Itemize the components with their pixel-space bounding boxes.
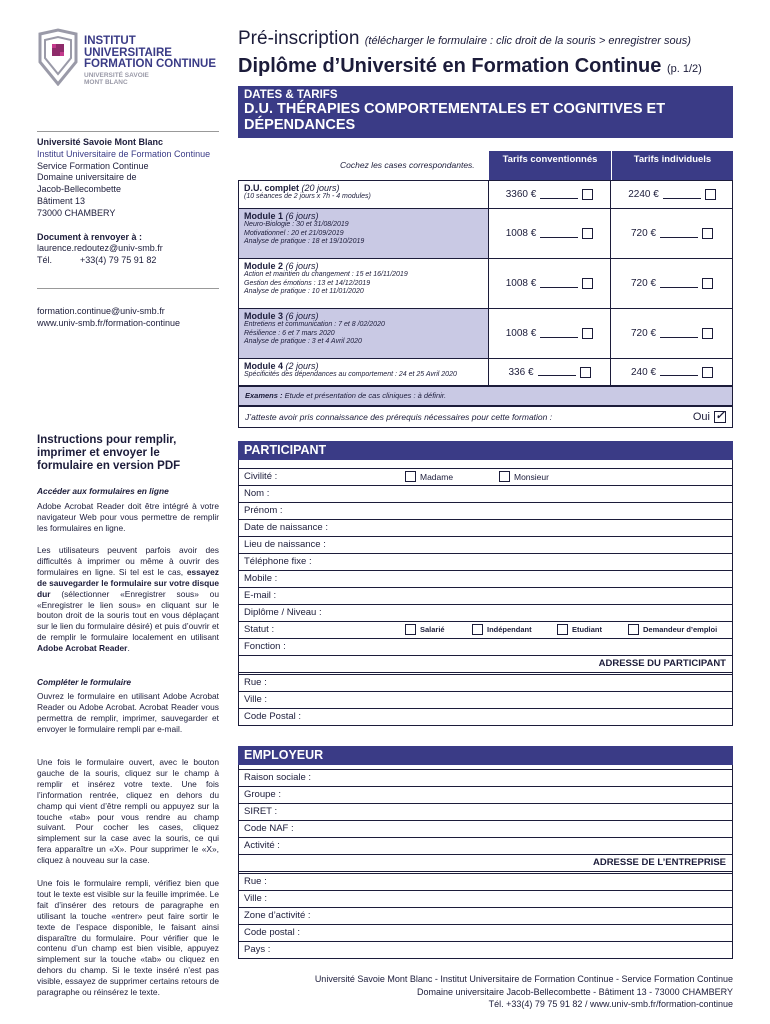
contact-email-2[interactable]: formation.continue@univ-smb.fr	[37, 306, 165, 316]
oui-label: Oui	[692, 411, 710, 423]
contact-phone: Tél. +33(4) 79 75 91 82	[37, 255, 157, 266]
instructions-paragraph: Les utilisateurs peuvent parfois avoir des difficultés à imprimer ou même à ouvrir des formulaires en ligne. Si tel est le cas, essayez de sauvegarder le formulaire sur votre disque dur (sélectionner «Enregistrer sous» ou «Enregistrer le lien sous» en cliquant sur le bouton droit de la souris tout en vous déplaçant sur le lien du formulaire désiré) et puis d’ouvrir et de remplir le formulaire localement en utilisant Adobe Acrobat Reader.	[37, 545, 219, 654]
col-header-individuels: Tarifs individuels	[611, 151, 733, 180]
tarif-row: Module 2 (6 jours) Action et maintien du changement : 15 et 16/11/2019 Gestion des émotions : 13 et 14/12/2019 Analyse de pratique : 10 et 11/01/2020 1008 € 720 €	[238, 259, 733, 309]
shield-logo-icon	[36, 28, 80, 86]
instructions-paragraph: Une fois le formulaire ouvert, avec le bouton gauche de la souris, cliquez sur le champ à remplir et insérez votre texte. Une fois l’information rentrée, cliquez en dehors du champ qui vient d’être rempli ou appuyez sur la touche «tab» pour vous rendre au champ suivant. Pour cocher les cases, cliquez simplement sur la case avec la souris, ce qui fera apparaître un «X». Pour supprimer le «X», cliquez à nouveau sur la case.	[37, 757, 219, 866]
checkbox-conv-module-4[interactable]	[580, 367, 591, 378]
exam-row: Examens : Etude et présentation de cas cliniques : à définir.	[238, 386, 733, 406]
fonction-field[interactable]: Fonction :	[238, 639, 733, 656]
participant-title: PARTICIPANT	[238, 441, 733, 460]
checkbox-conv-module-2[interactable]	[582, 278, 593, 289]
dates-tarifs-banner: DATES & TARIFS D.U. THÉRAPIES COMPORTEMENTALES ET COGNITIVES ET DÉPENDANCES	[238, 86, 733, 138]
participant-ville-field[interactable]: Ville :	[238, 692, 733, 709]
logo-wordmark: INSTITUT UNIVERSITAIRE FORMATION CONTINUE	[84, 35, 217, 70]
civilite-field[interactable]: Civilité : Madame Monsieur	[238, 469, 733, 486]
instructions-paragraph: Ouvrez le formulaire en utilisant Adobe Acrobat Reader ou Adobe Acrobat. Acrobat Reader vous permettra de remplir, imprimer, sauvegarder et envoyer le formulaire rempli par e-mail.	[37, 691, 219, 734]
page-title: Diplôme d’Université en Formation Continue (p. 1/2)	[238, 55, 702, 77]
checkbox-indiv-module-4[interactable]	[702, 367, 713, 378]
company-zone-activite-field[interactable]: Zone d’activité :	[238, 908, 733, 925]
code-naf-field[interactable]: Code NAF :	[238, 821, 733, 838]
web-block	[37, 306, 219, 330]
checkbox-madame[interactable]	[405, 471, 416, 482]
institute-name: Institut Universitaire de Formation Continue	[37, 148, 211, 159]
checkbox-indiv-du-complet[interactable]	[705, 189, 716, 200]
company-pays-field[interactable]: Pays :	[238, 942, 733, 959]
checkbox-indiv-module-2[interactable]	[702, 278, 713, 289]
website-link[interactable]: www.univ-smb.fr/formation-continue	[37, 317, 181, 328]
checkbox-indiv-module-3[interactable]	[702, 328, 713, 339]
tarif-row: Module 3 (6 jours) Entretiens et communication : 7 et 8 /02/2020 Résilience : 6 et 7 mars 2020 Analyse de pratique : 3 et 4 Avril 2020 1008 € 720 €	[238, 309, 733, 359]
participant-code-postal-field[interactable]: Code Postal :	[238, 709, 733, 726]
employeur-title: EMPLOYEUR	[238, 746, 733, 765]
participant-rue-field[interactable]: Rue :	[238, 675, 733, 692]
program-title: D.U. THÉRAPIES COMPORTEMENTALES ET COGNITIVES ET DÉPENDANCES	[244, 101, 666, 133]
company-rue-field[interactable]: Rue :	[238, 874, 733, 891]
pre-inscription-heading: Pré-inscription (télécharger le formulaire : clic droit de la souris > enregistrer sous)	[238, 28, 691, 49]
checkbox-conv-du-complet[interactable]	[582, 189, 593, 200]
groupe-field[interactable]: Groupe :	[238, 787, 733, 804]
instructions-heading-access: Accéder aux formulaires en ligne	[37, 486, 169, 496]
divider	[37, 288, 219, 289]
nom-field[interactable]: Nom :	[238, 486, 733, 503]
company-address-heading: ADRESSE DE L’ENTREPRISE	[238, 855, 733, 872]
oui-checkbox[interactable]: ✓	[715, 410, 725, 422]
divider	[37, 131, 219, 132]
statut-field[interactable]: Statut : Salarié Indépendant Etudiant Demandeur d’emploi	[238, 622, 733, 639]
org-name: Université Savoie Mont Blanc	[37, 137, 164, 147]
company-ville-field[interactable]: Ville :	[238, 891, 733, 908]
col-header-conventionnes: Tarifs conventionnés	[489, 151, 611, 180]
checkbox-conv-module-3[interactable]	[582, 328, 593, 339]
contact-block: Université Savoie Mont Blanc Institut Universitaire de Formation Continue Service Formation Continue Domaine universitaire de Jacob-Bellecombette Bâtiment 13 73000 CHAMBERY Document à renvoyer à : laurence.redoutez@univ-smb.fr Tél. +33(4) 79 75 91 82	[37, 137, 219, 267]
tarif-row: D.U. complet (20 jours) (10 séances de 2 jours x 7h - 4 modules) 3360 € 2240 €	[238, 180, 733, 209]
contact-email[interactable]: laurence.redoutez@univ-smb.fr	[37, 243, 163, 254]
checkbox-etudiant[interactable]	[557, 624, 568, 635]
check-note: Cochez les cases correspondantes.	[340, 160, 475, 170]
logo-subtitle: UNIVERSITÉ SAVOIE MONT BLANC	[84, 72, 149, 86]
checkbox-conv-module-1[interactable]	[582, 228, 593, 239]
iufc-logo	[36, 28, 231, 90]
instructions-paragraph: Adobe Acrobat Reader doit être intégré à votre navigateur Web pour vous permettre de remplir les formulaires en ligne.	[37, 501, 219, 533]
prenom-field[interactable]: Prénom :	[238, 503, 733, 520]
telephone-fixe-field[interactable]: Téléphone fixe :	[238, 554, 733, 571]
lieu-naissance-field[interactable]: Lieu de naissance :	[238, 537, 733, 554]
tarif-row: Module 4 (2 jours) Spécificités des dépendances au comportement : 24 et 25 Avril 2020 336 € 240 €	[238, 359, 733, 386]
download-note: (télécharger le formulaire : clic droit de la souris > enregistrer sous)	[364, 35, 691, 47]
mobile-field[interactable]: Mobile :	[238, 571, 733, 588]
page-number: (p. 1/2)	[666, 63, 702, 75]
checkbox-monsieur[interactable]	[499, 471, 510, 482]
participant-address-heading: ADRESSE DU PARTICIPANT	[238, 656, 733, 673]
instructions-heading-complete: Compléter le formulaire	[37, 677, 132, 687]
prerequisites-row: J’atteste avoir pris connaissance des prérequis nécessaires pour cette formation : Oui ✓	[238, 406, 733, 428]
footer: Université Savoie Mont Blanc - Institut Universitaire de Formation Continue - Service Formation Continue Domaine universitaire Jacob-Bellecombette - Bâtiment 13 - 73000 CHAMBERY Tél. +33(4) 79 75 91 82 / www.univ-smb.fr/formation-continue	[314, 974, 733, 1009]
checkbox-salarie[interactable]	[405, 624, 416, 635]
instructions-paragraph: Une fois le formulaire rempli, vérifiez bien que tout le texte est visible sur la feuille imprimée. Le fait d’insérer des retours de paragraphe en utilisant la touche «entrer» peut faire sortir le texte de l’espace disponible, le faisant ainsi disparaître du formulaire. Pour vérifier que le contenu d’un champ est bien visible, appuyez simplement sur la touche «tab» ou cliquez en dehors du champ. Si le texte inséré n’est pas visible, essayez de supprimer certains retours de paragraphe ou réinsérez le texte.	[37, 878, 219, 998]
activite-field[interactable]: Activité :	[238, 838, 733, 855]
checkbox-indiv-module-1[interactable]	[702, 228, 713, 239]
company-code-postal-field[interactable]: Code postal :	[238, 925, 733, 942]
checkbox-independant[interactable]	[472, 624, 483, 635]
spacer	[238, 460, 733, 469]
send-to-label: Document à renvoyer à :	[37, 231, 143, 242]
date-naissance-field[interactable]: Date de naissance :	[238, 520, 733, 537]
checkbox-demandeur-emploi[interactable]	[628, 624, 639, 635]
instructions-title: Instructions pour remplir, imprimer et envoyer le formulaire en version PDF	[37, 434, 181, 472]
raison-sociale-field[interactable]: Raison sociale :	[238, 770, 733, 787]
siret-field[interactable]: SIRET :	[238, 804, 733, 821]
email-field[interactable]: E-mail :	[238, 588, 733, 605]
diplome-field[interactable]: Diplôme / Niveau :	[238, 605, 733, 622]
tarif-row: Module 1 (6 jours) Neuro-Biologie : 30 et 31/08/2019 Motivationnel : 20 et 21/09/2019 Analyse de pratique : 18 et 19/10/2019 1008 € 720 €	[238, 209, 733, 259]
